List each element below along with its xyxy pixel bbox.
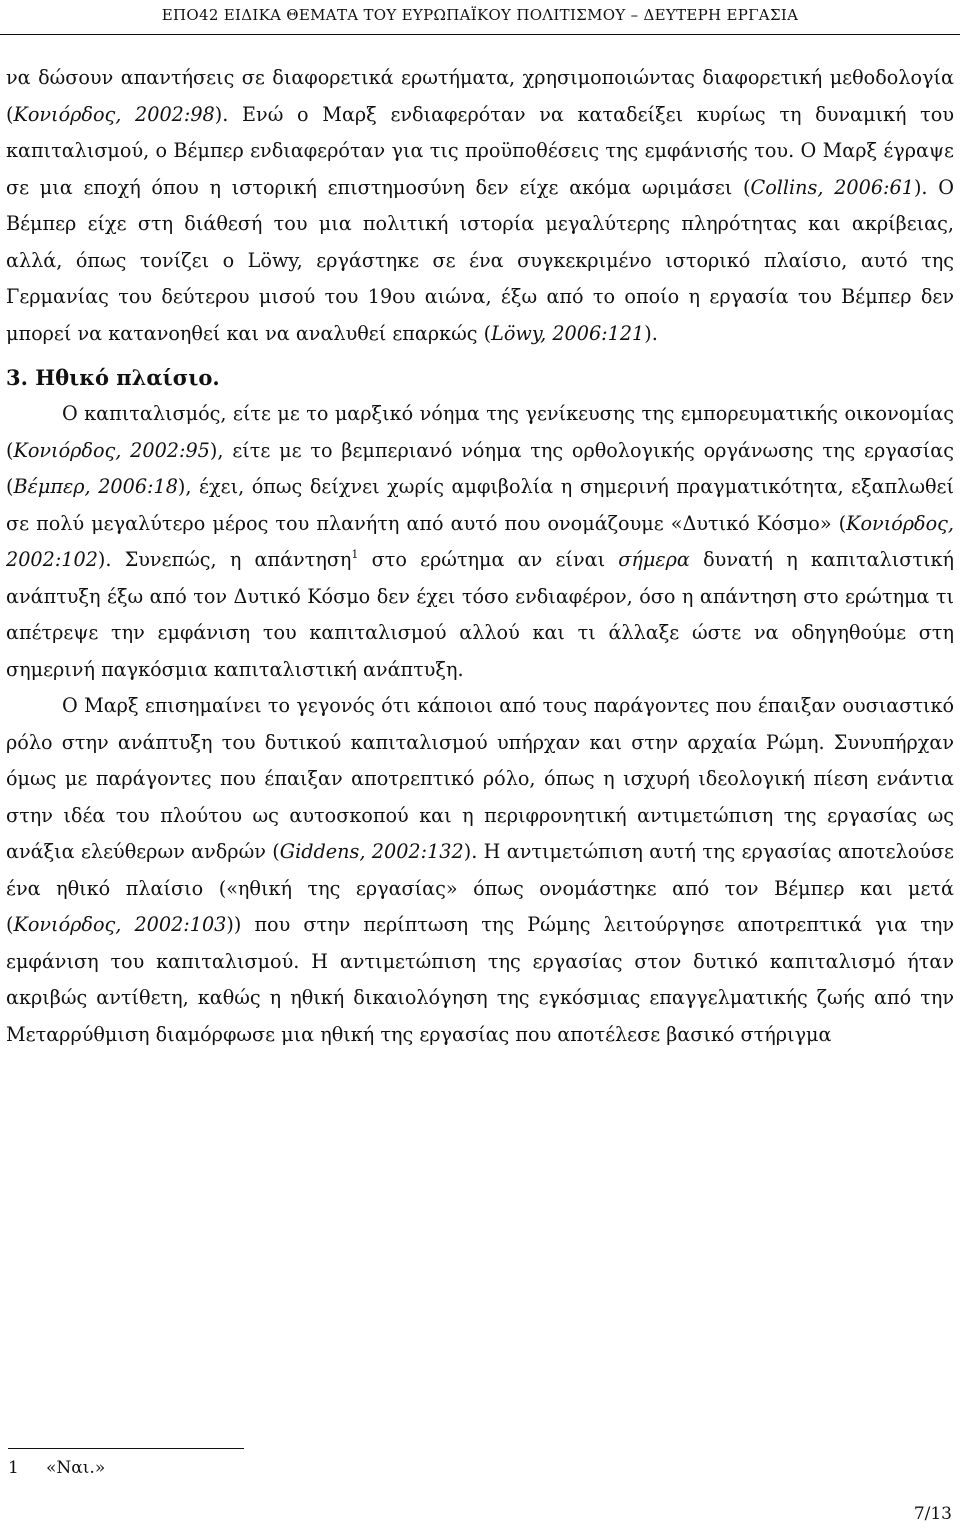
citation: Κονιόρδος, 2002:102 [6, 511, 954, 571]
section-heading: 3. Ηθικό πλαίσιο. [6, 365, 220, 390]
page-number: 7/13 [913, 1504, 952, 1524]
citation: Löwy, 2006:121 [491, 321, 645, 345]
text-run: Ο Μαρξ επισημαίνει το γεγονός ότι κάποιοι από τους παράγοντες που έπαιξαν ουσιαστικό ρόλο στην ανάπτυξη του δυτικού καπιταλισμού υπήρχαν και στην αρχαία Ρώμη. Συνυπήρχαν όμως με παράγοντες που έπαιξαν αποτρεπτικό ρόλο, όπως η ισχυρή ιδεολογική πίεση ενάντια στην ιδέα του πλούτου ως αυτοσκοπού και η περιφρονητική αντιμετώπιση της εργασίας ως ανάξια ελεύθερων ανδρών ( [6, 694, 954, 863]
paragraph-2 [6, 396, 954, 688]
document-body [6, 60, 954, 1053]
text-run: Ο καπιταλισμός, είτε με το μαρξικό νόημα της γενίκευσης της εμπορευματικής οικονομίας ( [6, 402, 954, 462]
text-run: ). [644, 321, 658, 345]
text-run: ). Ενώ ο Μαρξ ενδιαφερόταν να καταδείξει κυρίως τη δυναμική του καπιταλισμού, ο Βέμπερ ενδιαφερόταν για τις προϋποθέσεις της εμφάνισής του. Ο Μαρξ έγραψε σε μια εποχή όπου η ιστορική επιστημοσύνη δεν είχε ακόμα ωριμάσει ( [6, 102, 954, 199]
text-run: να δώσουν απαντήσεις σε διαφορετικά ερωτήματα, χρησιμοποιώντας διαφορετική μεθοδολογία ( [6, 66, 954, 126]
text-run: ). Ο Βέμπερ είχε στη διάθεσή του μια πολιτική ιστορία μεγαλύτερης πληρότητας και ακρίβειας, αλλά, όπως τονίζει ο Löwy, εργάστηκε σε ένα συγκεκριμένο ιστορικό πλαίσιο, αυτό της Γερμανίας του δεύτερου μισού του 19ου αιώνα, έξω από το οποίο η εργασία του Βέμπερ δεν μπορεί να κατανοηθεί και να αναλυθεί επαρκώς ( [6, 175, 954, 345]
text-run: ), είτε με το βεμπεριανό νόημα της ορθολογικής οργάνωσης της εργασίας ( [6, 438, 954, 498]
footnote-number: 1 [8, 1458, 19, 1478]
text-run: δυνατή η καπιταλιστική ανάπτυξη έξω από τον Δυτικό Κόσμο δεν έχει τόσο ενδιαφέρον, όσο η απάντηση στο ερώτημα τι απέτρεψε την εμφάνιση του καπιταλισμού αλλού και τι άλλαξε ώστε να οδηγηθούμε στη σημερινή παγκόσμια καπιταλιστική ανάπτυξη. [6, 548, 954, 681]
text-run: ), έχει, όπως δείχνει χωρίς αμφιβολία η σημερινή πραγματικότητα, εξαπλωθεί σε πολύ μεγαλύτερο μέρος του πλανήτη από αυτό που ονομάζουμε «Δυτικό Κόσμο» ( [6, 475, 954, 535]
citation: Βέμπερ, 2006:18 [13, 475, 178, 498]
footnote-reference[interactable]: 1 [351, 548, 359, 561]
text-run: ). Η αντιμετώπιση αυτή της εργασίας αποτελούσε ένα ηθικό πλαίσιο («ηθική της εργασίας» όπως ονομάστηκε από τον Βέμπερ και μετά ( [6, 840, 954, 936]
text-run: ). Συνεπώς, η απάντηση [97, 548, 352, 571]
citation: Κονιόρδος, 2002:98 [13, 102, 215, 126]
footnote-text: «Ναι.» [46, 1458, 106, 1478]
text-run: )) που στην περίπτωση της Ρώμης λειτούργησε αποτρεπτικά για την εμφάνιση του καπιταλισμού. Η αντιμετώπιση της εργασίας στον δυτικό καπιταλισμό ήταν ακριβώς αντίθετη, καθώς η ηθική δικαιολόγηση της εγκόσμιας επαγγελματικής ζωής από την Μεταρρύθμιση διαμόρφωσε μια ηθική της εργασίας που αποτέλεσε βασικό στήριγμα [6, 913, 954, 1046]
text-run: στο ερώτημα αν είναι [358, 548, 619, 571]
paragraph-1 [6, 60, 954, 352]
footnote-rule [8, 1448, 244, 1449]
emphasis: σήμερα [618, 548, 690, 571]
footnote [8, 1458, 105, 1478]
header-rule [0, 34, 960, 35]
citation: Giddens, 2002:132 [279, 840, 464, 863]
running-header: ΕΠΟ42 ΕΙΔΙΚΑ ΘΕΜΑΤΑ ΤΟΥ ΕΥΡΩΠΑΪΚΟΥ ΠΟΛΙΤΙΣΜΟΥ – ΔΕΥΤΕΡΗ ΕΡΓΑΣΙΑ [161, 6, 799, 24]
citation: Κονιόρδος, 2002:103 [13, 913, 227, 936]
citation: Κονιόρδος, 2002:95 [13, 438, 210, 462]
paragraph-3 [6, 688, 954, 1053]
citation: Collins, 2006:61 [750, 175, 914, 199]
